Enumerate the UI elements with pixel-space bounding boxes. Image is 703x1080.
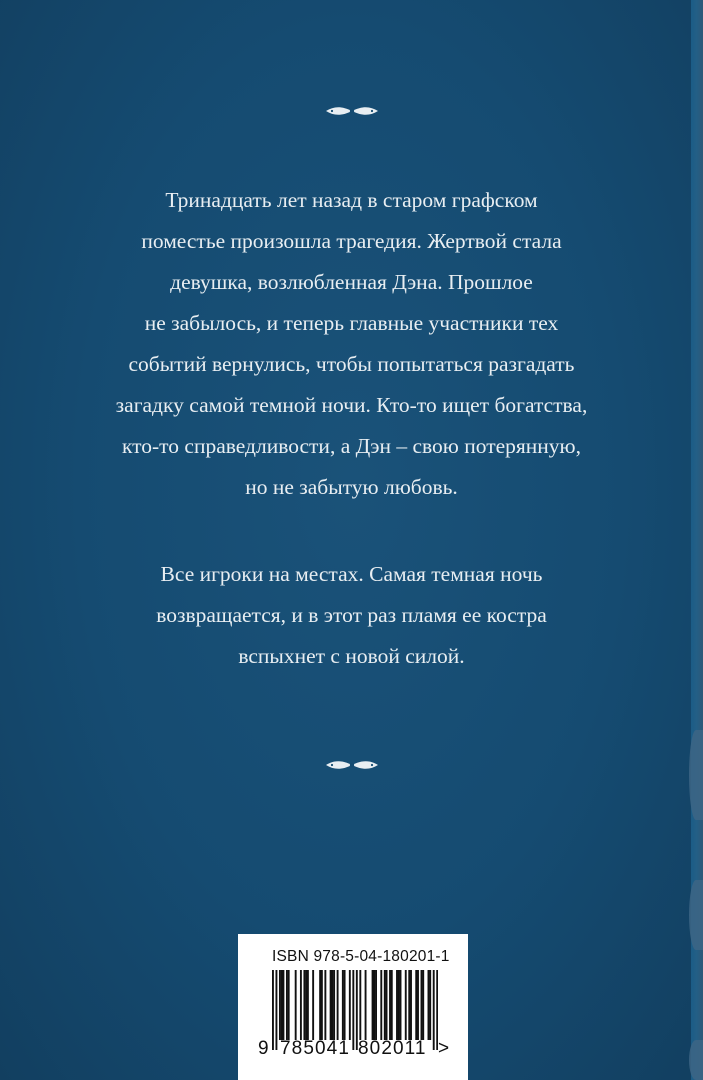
barcode-bar [415, 970, 417, 1040]
barcode-bar [410, 970, 412, 1040]
barcode-bar [398, 970, 400, 1040]
barcode-bar [429, 970, 431, 1040]
barcode-bar [300, 970, 302, 1040]
barcode-bar [307, 970, 309, 1040]
barcode-bar [324, 970, 326, 1040]
barcode-bar [288, 970, 290, 1040]
barcode-bar [373, 970, 375, 1040]
barcode-bar [359, 970, 361, 1040]
barcode-digits-right: 802011 [358, 1038, 427, 1059]
barcode-bar [396, 970, 398, 1040]
cover-art-fragment [689, 730, 703, 820]
blurb-line: не забылось, и теперь главные участники тех [144, 311, 559, 335]
barcode-bar [305, 970, 307, 1040]
barcode-bar [408, 970, 410, 1040]
barcode-digits-left: 785041 [280, 1038, 351, 1059]
barcode-box [238, 934, 468, 1080]
barcode-bar [319, 970, 321, 1040]
blurb-line: загадку самой темной ночи. Кто-то ищет богатства, [115, 393, 588, 417]
cover-art-fragment [689, 880, 703, 950]
isbn-label: ISBN 978-5-04-180201-1 [272, 948, 450, 965]
blurb-line: событий вернулись, чтобы попытаться разгадать [128, 352, 575, 376]
flourish-divider-icon [0, 104, 703, 118]
barcode-bar [365, 970, 367, 1040]
barcode-digit-first: 9 [258, 1038, 269, 1059]
barcode-bar [391, 970, 393, 1040]
blurb-line: Все игроки на местах. Самая темная ночь [160, 562, 543, 586]
barcode-bar [275, 970, 277, 1050]
barcode-bar [380, 970, 382, 1040]
barcode-bar [337, 970, 339, 1040]
blurb-paragraph-2 [96, 554, 607, 677]
blurb-line: поместье произошла трагедия. Жертвой стала [141, 229, 562, 253]
barcode-quiet-zone-mark: > [438, 1038, 450, 1059]
barcode-bar [422, 970, 424, 1040]
barcode-bar [312, 970, 314, 1040]
barcode-bar [286, 970, 288, 1040]
barcode-bar [279, 970, 281, 1040]
blurb-line: вспыхнет с новой силой. [238, 644, 465, 668]
barcode-bar [372, 970, 374, 1040]
blurb-paragraph-1 [96, 180, 607, 508]
barcode-bar [375, 970, 377, 1040]
barcode-bar [303, 970, 305, 1040]
barcode-bar [282, 970, 284, 1040]
barcode-bar [421, 970, 423, 1040]
blurb-line: Тринадцать лет назад в старом графском [165, 188, 538, 212]
barcode-bar [342, 970, 344, 1040]
flourish-divider-icon [0, 758, 703, 772]
barcode-bar [400, 970, 402, 1040]
barcode-bar [331, 970, 333, 1040]
blurb-line: возвращается, и в этот раз пламя ее костра [156, 603, 547, 627]
blurb-line: кто-то справедливости, а Дэн – свою потерянную, [121, 434, 581, 458]
barcode-bar [321, 970, 323, 1040]
barcode-bar [349, 970, 351, 1040]
barcode-bar [295, 970, 297, 1040]
barcode-bar [333, 970, 335, 1040]
barcode-bar [386, 970, 388, 1040]
cover-art-fragment [689, 1040, 703, 1080]
barcode-bar [352, 970, 354, 1050]
barcode-bar [417, 970, 419, 1040]
barcode-bar [344, 970, 346, 1040]
barcode-bar [272, 970, 274, 1050]
barcode-bar [405, 970, 407, 1040]
barcode-bar [389, 970, 391, 1040]
barcode-bar [384, 970, 386, 1040]
barcode-bar [330, 970, 332, 1040]
blurb-line: девушка, возлюбленная Дэна. Прошлое [170, 270, 533, 294]
barcode-bar [428, 970, 430, 1040]
barcode-bar [281, 970, 283, 1040]
barcode-bar [433, 970, 435, 1050]
blurb-line: но не забытую любовь. [245, 475, 458, 499]
